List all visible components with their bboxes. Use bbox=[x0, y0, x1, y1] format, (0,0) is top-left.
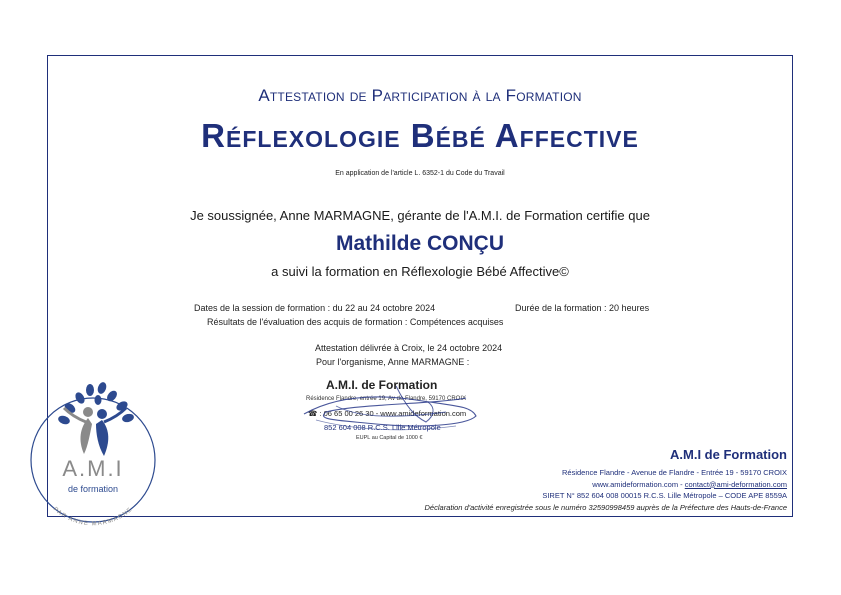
stamp-address: Résidence Flandre, entrée 19, Av de Flandre, 59170 CROIX bbox=[306, 396, 466, 402]
signatory-line: Pour l'organisme, Anne MARMAGNE : bbox=[316, 357, 470, 367]
stamp-phone: ☎ : 06 65 00 26 30 - www.amideformation.com bbox=[308, 409, 467, 418]
logo-wordmark: A.M.I bbox=[62, 456, 124, 481]
participant-name: Mathilde CONÇU bbox=[336, 232, 504, 255]
session-dates: Dates de la session de formation : du 22 au 24 octobre 2024 bbox=[194, 303, 436, 313]
stamp-company-name: A.M.I. de Formation bbox=[326, 378, 438, 392]
org-address: Résidence Flandre - Avenue de Flandre - Entrée 19 - 59170 CROIX bbox=[562, 468, 787, 477]
org-siret: SIRET N° 852 604 008 00015 R.C.S. Lille Métropole – CODE APE 8559A bbox=[542, 491, 787, 500]
formation-name: Réflexologie Bébé Affective bbox=[201, 117, 639, 154]
company-logo bbox=[18, 378, 168, 528]
session-duration: Durée de la formation : 20 heures bbox=[515, 303, 650, 313]
logo-subtitle: de formation bbox=[67, 484, 119, 494]
org-declaration: Déclaration d'activité enregistrée sous le numéro 32590998459 auprès de la Préfecture des Hauts-de-France bbox=[424, 502, 787, 512]
org-contact bbox=[425, 479, 787, 491]
certificate-title: Attestation de Participation à la Formation bbox=[258, 86, 582, 105]
followed-statement: a suivi la formation en Réflexologie Bébé Affective© bbox=[271, 264, 569, 279]
website-link[interactable]: www.amideformation.com bbox=[592, 479, 679, 489]
logo-emblem bbox=[18, 378, 168, 528]
certify-statement: Je soussignée, Anne MARMAGNE, gérante de l'A.M.I. de Formation certifie que bbox=[190, 208, 650, 223]
email-link[interactable]: contact@ami-deformation.com bbox=[684, 479, 787, 489]
handwritten-signature bbox=[296, 376, 496, 448]
svg-text:PAR ANNE MARMAGNE bbox=[52, 507, 134, 528]
evaluation-results: Résultats de l'évaluation des acquis de formation : Compétences acquises bbox=[207, 317, 504, 327]
logo-ring-text: PAR ANNE MARMAGNE bbox=[51, 506, 135, 528]
organization-footer bbox=[425, 447, 787, 513]
contact-separator: - bbox=[678, 479, 685, 489]
issue-statement: Attestation délivrée à Croix, le 24 octobre 2024 bbox=[315, 343, 503, 353]
stamp-capital: EUPL au Capital de 1000 € bbox=[356, 435, 423, 441]
legal-reference: En application de l'article L. 6352-1 du Code du Travail bbox=[335, 170, 505, 177]
stamp-rcs: 852 604 008 R.C.S. Lille Métropole bbox=[324, 423, 441, 432]
org-name: A.M.I de Formation bbox=[670, 447, 787, 462]
